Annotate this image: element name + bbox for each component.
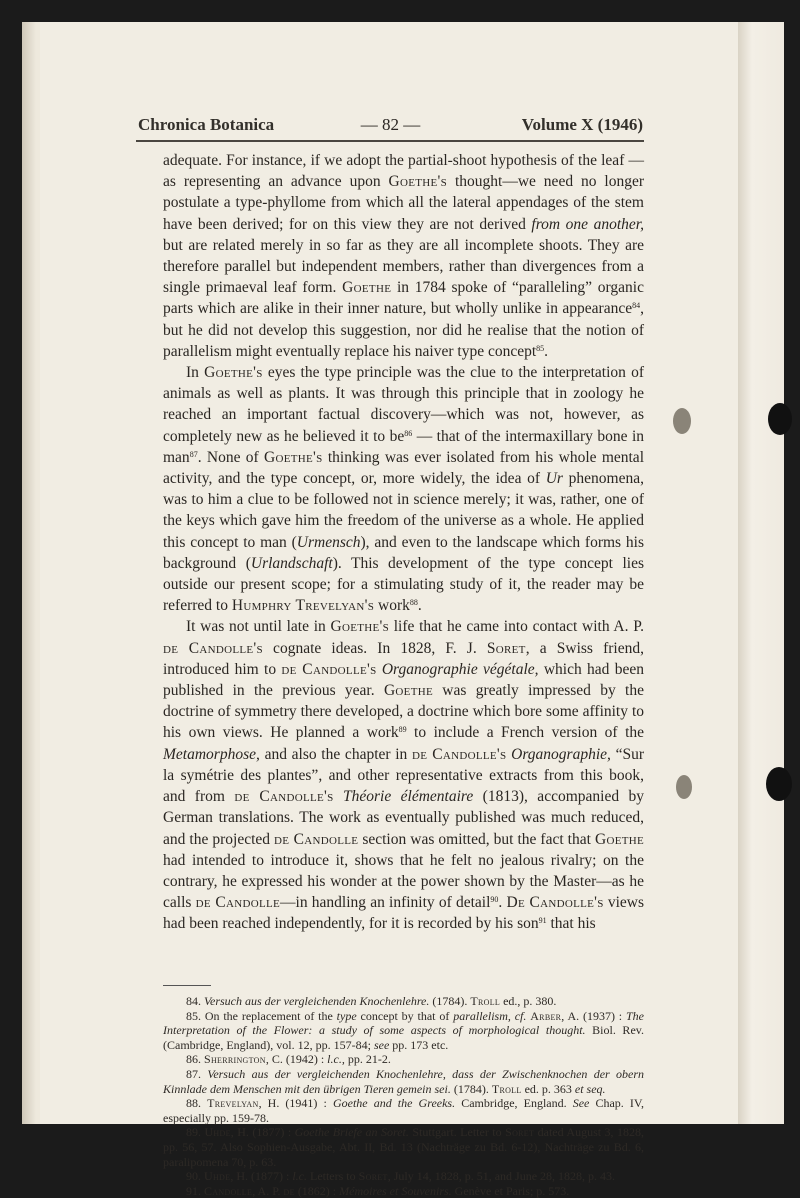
body-text bbox=[163, 150, 644, 935]
text-run: (1862) : bbox=[294, 1183, 340, 1198]
text-run: Soret bbox=[486, 639, 526, 657]
footnote-ref: 88 bbox=[409, 598, 418, 608]
text-run: pp. 21-2. bbox=[344, 1052, 391, 1067]
page-number: — 82 — bbox=[360, 115, 421, 134]
text-run: de Candolle bbox=[195, 894, 281, 912]
facing-page-edge bbox=[738, 22, 784, 1124]
text-run: Goethe Briefe an Soret. bbox=[294, 1125, 409, 1140]
text-run: Goethe's bbox=[204, 364, 263, 382]
footnotes bbox=[163, 994, 644, 1198]
text-run: (1784). bbox=[450, 1081, 492, 1096]
volume-label: Volume X (1946) bbox=[521, 115, 643, 134]
text-run bbox=[334, 788, 343, 805]
text-run: ). This development of the type concept lies outside our present scope; for a stimulating study of it, the reader may be referred to bbox=[163, 554, 645, 615]
text-run: dated August 3, 1828, pp. 56, 57. Also Sophien-Ausgabe, Abt. II, Bd. 13 (Nachträge zu Bd. 6-12), Nachträge zu Bd. 6, paralipomena 70, p. 63. bbox=[163, 1125, 645, 1169]
text-run: See bbox=[572, 1096, 590, 1111]
footnote-ref: 84 bbox=[632, 301, 641, 311]
text-run: phenomena, was to him a clue to be followed not in science merely; it was, rather, one of the keys which gave him the freedom of the universe as a whole. He applied this concept to man ( bbox=[163, 470, 644, 551]
footnote bbox=[163, 1009, 644, 1053]
punch-hole-top-left bbox=[673, 408, 691, 434]
text-run: De Candolle's bbox=[506, 894, 604, 912]
text-run: Mémoires et Souvenirs. bbox=[339, 1183, 452, 1198]
punch-hole-top-right bbox=[768, 403, 792, 435]
footnote bbox=[163, 1096, 644, 1125]
text-run: 85. On the replacement of the bbox=[186, 1008, 337, 1023]
text-run: de Candolle bbox=[274, 830, 359, 848]
text-run: , July 14, 1828, p. 51, and June 28, 1828, p. 43. bbox=[387, 1169, 616, 1184]
paragraph bbox=[163, 616, 644, 934]
text-run: Troll bbox=[491, 1081, 522, 1096]
text-run: concept by that of bbox=[356, 1008, 454, 1023]
text-run: . None of bbox=[197, 448, 264, 466]
text-run: . bbox=[498, 894, 507, 912]
text-run: de Candolle's bbox=[163, 639, 263, 657]
text-run: de Candolle's bbox=[281, 660, 377, 678]
text-run: , A. (1937) : bbox=[561, 1008, 626, 1023]
text-run: work bbox=[374, 597, 410, 615]
text-run: Organographie, bbox=[511, 745, 611, 763]
text-run: . bbox=[417, 597, 422, 615]
text-run: 86. bbox=[186, 1052, 204, 1067]
text-run: in 1784 spoke of “paralleling” organic parts which are alike in their inner nature, but wholly unlike in appearance bbox=[163, 279, 644, 318]
text-run: , H. (1941) : bbox=[258, 1096, 333, 1111]
text-run: which had been published in the previous year. bbox=[163, 660, 645, 700]
text-run: type bbox=[336, 1008, 357, 1023]
paragraph bbox=[163, 150, 644, 362]
text-run: Cambridge, England. bbox=[455, 1096, 573, 1111]
text-run: Organographie végétale, bbox=[381, 660, 539, 678]
binding-gutter bbox=[22, 22, 36, 1124]
text-run: “Sur la symétrie des plantes”, and other representative extracts from this book, and from bbox=[163, 745, 645, 806]
text-run: Goethe bbox=[342, 279, 392, 297]
text-run: , H. (1877) : bbox=[230, 1125, 295, 1140]
text-run: life that he came into contact with A. P. bbox=[389, 618, 644, 636]
footnote-ref: 85 bbox=[536, 343, 545, 353]
text-run: Versuch aus der vergleichenden Knochenlehre, dass der Zwischenknochen der obern Kinnlade dem Menschen mit den übrigen Tieren gemein sei. bbox=[163, 1066, 645, 1096]
text-run: Biol. Rev. (Cambridge, England), vol. 12, pp. 157-84; bbox=[163, 1023, 644, 1052]
paragraph bbox=[163, 362, 644, 616]
text-run: , A. P. bbox=[252, 1183, 284, 1198]
running-header bbox=[138, 115, 643, 139]
text-run: Goethe and the Greeks. bbox=[332, 1096, 456, 1111]
footnote-ref: 91 bbox=[538, 916, 547, 926]
text-run: but are related merely in so far as they are all incomplete shoots. They are therefore parallel but independent members, rather than divergences from a single primaeval leaf form. bbox=[163, 236, 644, 297]
text-run: , C. (1942) : bbox=[265, 1052, 328, 1067]
text-run: Metamorphose, bbox=[163, 745, 260, 763]
text-run: Goethe's bbox=[388, 173, 448, 191]
text-run: from one another, bbox=[531, 215, 644, 233]
text-run: parallelism, cf. bbox=[453, 1008, 527, 1023]
text-run: et seq. bbox=[574, 1081, 606, 1096]
header-rule bbox=[136, 140, 644, 142]
footnote bbox=[163, 1169, 644, 1184]
text-run: eyes the type principle was the clue to the interpretation of animals as well as plants. It was through this principle that in zoology he reached an important factual discovery—which was not, however, as completely new as he believed it to be bbox=[163, 364, 644, 445]
text-run: to include a French version of the bbox=[406, 724, 645, 742]
text-run: Goethe bbox=[383, 682, 433, 700]
footnote-ref: 87 bbox=[189, 449, 198, 459]
text-run: Stuttgart. Letter to bbox=[408, 1125, 506, 1140]
text-run: see bbox=[373, 1037, 390, 1052]
footnote bbox=[163, 994, 644, 1009]
text-run: had intended to introduce it, shows that he felt no jealous rivalry; on the contrary, he expressed his wonder at the power shown by the Master—as he calls bbox=[163, 851, 644, 912]
journal-title: Chronica Botanica bbox=[138, 115, 275, 134]
text-run: Goethe's bbox=[330, 618, 390, 636]
text-run: ed. p. 363 bbox=[521, 1081, 575, 1096]
text-run: In bbox=[186, 364, 205, 382]
text-run: — that of the intermaxillary bone in man bbox=[163, 427, 645, 466]
footnote bbox=[163, 1052, 644, 1067]
text-run: 84. bbox=[186, 994, 204, 1008]
footnote bbox=[163, 1067, 644, 1096]
text-run: Humphry Trevelyan's bbox=[231, 597, 375, 615]
text-run: de bbox=[283, 1183, 295, 1198]
footnote bbox=[163, 1125, 644, 1169]
text-run: adequate. For instance, if we adopt the partial-shoot hypothesis of the leaf —as representing an advance upon bbox=[163, 152, 644, 191]
text-run: (1813), accompanied by German translations. The work as eventually published was much reduced, and the projected bbox=[163, 788, 645, 848]
text-run: Troll bbox=[470, 994, 501, 1008]
footnote-rule bbox=[163, 985, 211, 986]
text-run: l.c., bbox=[327, 1052, 345, 1067]
text-run: 88. bbox=[186, 1096, 208, 1111]
text-run: Genève et Paris; p. 573. bbox=[451, 1183, 570, 1198]
text-run: Candolle bbox=[204, 1183, 253, 1198]
text-run: It was not until late in bbox=[186, 618, 331, 636]
text-run: Urlandschaft bbox=[250, 554, 333, 572]
text-run: 90. bbox=[186, 1169, 204, 1184]
text-run: Goethe bbox=[594, 830, 644, 848]
text-run: Chap. IV, especially pp. 159-78. bbox=[163, 1096, 645, 1125]
text-run: 91. bbox=[186, 1183, 204, 1198]
footnote-ref: 90 bbox=[490, 895, 499, 905]
text-run: ), and even to the landscape which forms his background ( bbox=[163, 533, 645, 572]
text-run: The Interpretation of the Flower: a study of some aspects of morphological thought. bbox=[163, 1008, 644, 1038]
text-run: 89. bbox=[186, 1125, 205, 1140]
text-run: Sherrington bbox=[204, 1052, 266, 1067]
text-run: Urmensch bbox=[296, 533, 361, 551]
text-run: Soret bbox=[358, 1169, 388, 1184]
text-run: pp. 173 etc. bbox=[389, 1037, 449, 1052]
text-run: de Candolle's bbox=[412, 745, 507, 763]
text-run: Uhde bbox=[204, 1125, 231, 1140]
text-run: Uhde bbox=[204, 1169, 231, 1184]
text-run: . bbox=[544, 342, 549, 360]
text-run: , H. (1877) : bbox=[230, 1169, 293, 1184]
text-run: Soret bbox=[505, 1125, 535, 1140]
punch-hole-bottom-right bbox=[766, 767, 792, 801]
text-run: Letters to bbox=[306, 1169, 359, 1184]
text-run: Arber bbox=[530, 1008, 562, 1023]
text-run: thinking was ever isolated from his whole mental activity, and the type concept, or, more widely, the idea of bbox=[163, 448, 644, 488]
text-run: ed., p. 380. bbox=[500, 994, 557, 1008]
text-run: , but he did not develop this suggestion, nor did he realise that the notion of parallelism might eventually replace his naiver type concept bbox=[163, 300, 644, 360]
text-run: Versuch aus der vergleichenden Knochenlehre. bbox=[204, 994, 430, 1008]
text-run: that his bbox=[546, 915, 596, 933]
text-run: Ur bbox=[545, 470, 563, 488]
text-run: cognate ideas. In 1828, F. J. bbox=[262, 639, 487, 657]
footnote bbox=[163, 1184, 644, 1198]
text-run: thought—we need no longer postulate a type-phyllome from which all the lateral appendages of the stem have been derived; for on this view they are not derived bbox=[163, 173, 644, 233]
text-run: views had been reached independently, for it is recorded by his son bbox=[163, 894, 645, 933]
footnote-ref: 86 bbox=[404, 428, 413, 438]
text-run: Trevelyan bbox=[207, 1096, 259, 1111]
text-run: 87. bbox=[186, 1066, 208, 1081]
footnote-ref: 89 bbox=[398, 725, 407, 735]
text-run: and also the chapter in bbox=[259, 745, 412, 763]
punch-hole-bottom-left bbox=[676, 775, 692, 799]
text-run: Goethe's bbox=[264, 448, 323, 466]
text-run: —in handling an infinity of detail bbox=[280, 894, 491, 912]
text-run: Théorie élémentaire bbox=[343, 788, 474, 806]
text-run: (1784). bbox=[429, 994, 471, 1008]
text-run: de Candolle's bbox=[234, 788, 334, 806]
text-run: section was omitted, but the fact that bbox=[358, 830, 595, 848]
text-run: , a Swiss friend, introduced him to bbox=[163, 639, 644, 678]
text-run: was greatly impressed by the doctrine of symmetry there developed, a doctrine which bore some affinity to his own views. He planned a work bbox=[163, 682, 644, 742]
text-run: l.c. bbox=[292, 1169, 307, 1184]
